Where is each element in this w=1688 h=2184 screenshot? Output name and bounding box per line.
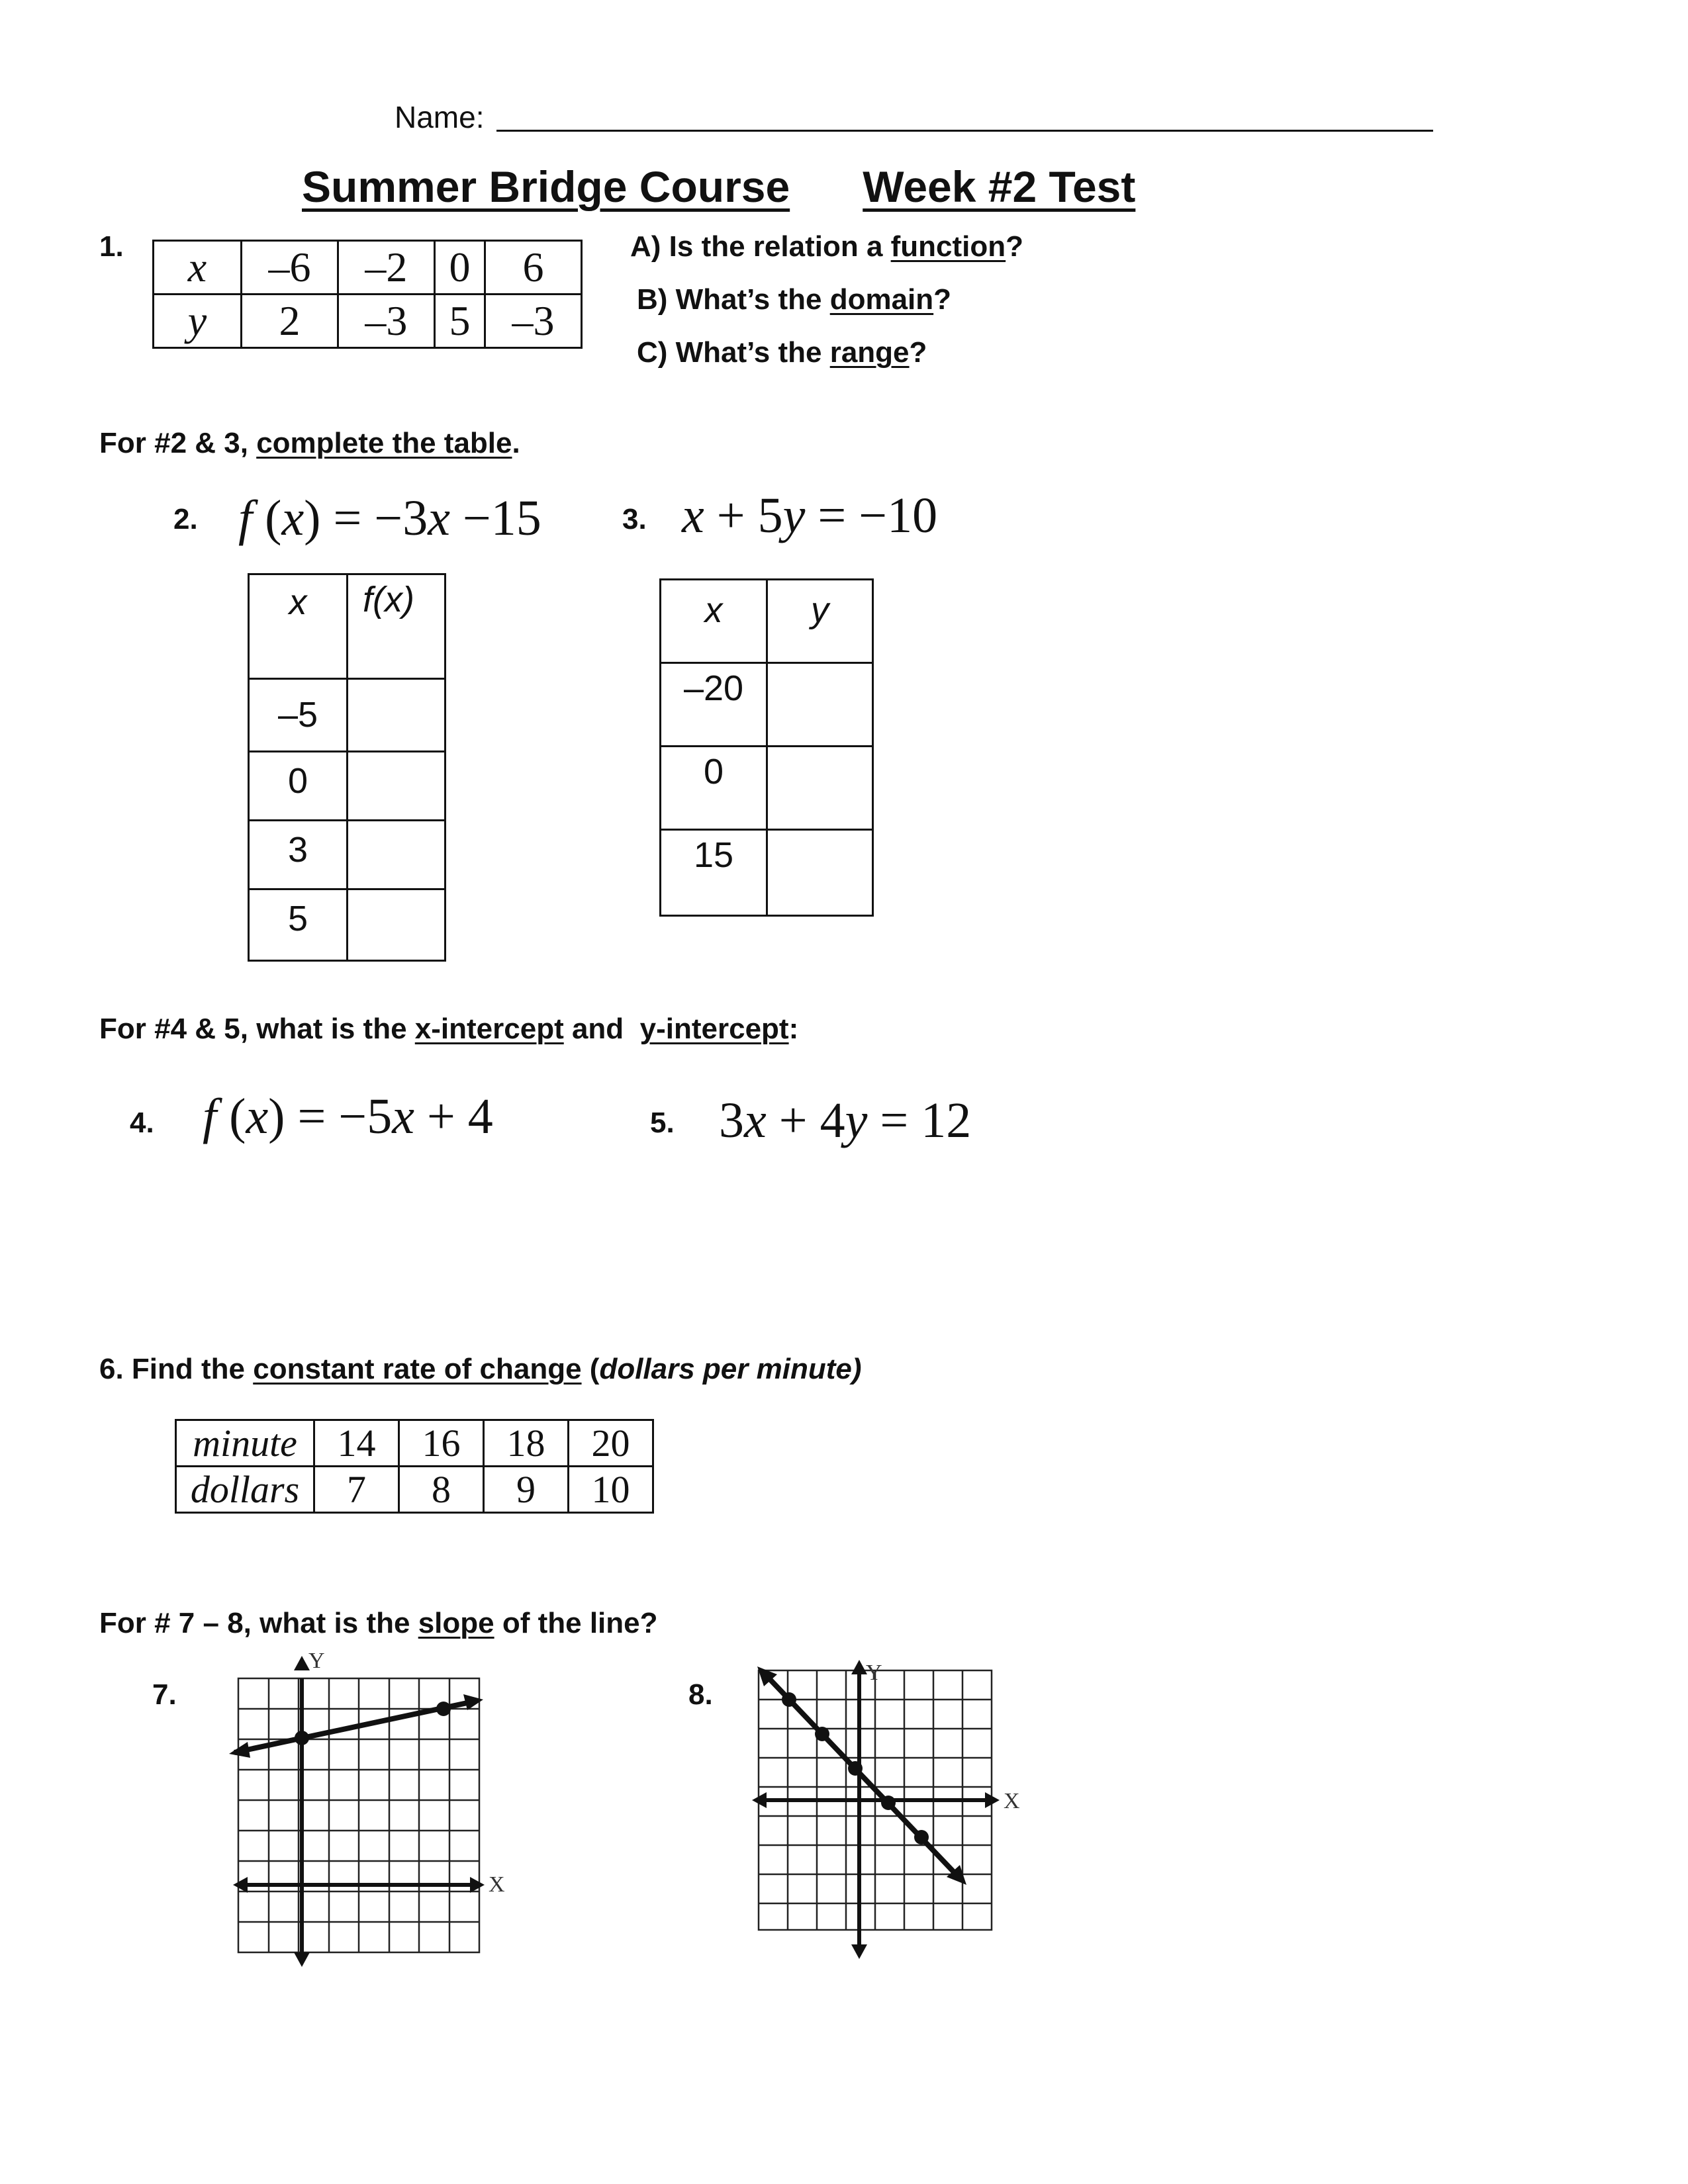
eq-text: ) = −3 [304, 490, 428, 546]
eq-var: x [246, 1089, 269, 1144]
q6-dollar-value: 7 [314, 1467, 399, 1513]
q8-point [782, 1692, 796, 1707]
q8-y-axis-arrow-up [851, 1660, 867, 1674]
eq-var: f [238, 490, 253, 546]
instructions-2-3 [99, 427, 520, 460]
q7-y-label: Y [308, 1649, 325, 1673]
title-course: Summer Bridge Course [302, 162, 790, 211]
q7-x-axis-arrow-left [233, 1877, 248, 1893]
q1-number: 1. [99, 230, 124, 263]
instr-7-8-term: slope [418, 1607, 494, 1639]
q3-x-value: 15 [661, 830, 767, 916]
q1-x-value: 0 [434, 241, 485, 295]
q1-table [152, 240, 583, 349]
q1-part-a-term: function [890, 230, 1006, 263]
instr-4-5-text: For #4 & 5, what is the [99, 1013, 415, 1045]
q6-units: dollars per minute) [599, 1353, 862, 1385]
q1-x-value: –6 [242, 241, 338, 295]
q6-text: 6. Find the [99, 1353, 254, 1385]
q7-line-arrow-right [463, 1694, 483, 1710]
instr-2-3-term: complete the table [256, 427, 512, 459]
q3-header-y: y [767, 580, 873, 663]
q1-part-b-text: B) What’s the [637, 283, 830, 316]
q3-answer-cell[interactable] [767, 830, 873, 916]
eq-var: x [428, 490, 450, 546]
q2-header-fx: f(x) [348, 574, 445, 679]
q7-x-axis-arrow-right [470, 1877, 485, 1893]
q8-point [848, 1761, 863, 1776]
eq-text: ) = −5 [268, 1089, 393, 1144]
q2-answer-cell[interactable] [348, 752, 445, 821]
eq-text: ( [252, 490, 282, 546]
instr-4-5-term-x: x-intercept [414, 1013, 564, 1045]
q6-paren: ( [581, 1353, 600, 1385]
eq-text: = 12 [867, 1093, 972, 1148]
q2-header-x: x [249, 574, 348, 679]
q3-table [659, 578, 874, 917]
q2-answer-cell[interactable] [348, 889, 445, 961]
eq-text: + 4 [766, 1093, 845, 1148]
q8-point [881, 1796, 896, 1810]
q2-answer-cell[interactable] [348, 821, 445, 889]
q7-point [436, 1702, 451, 1716]
q6-minute-value: 14 [314, 1420, 399, 1467]
q1-row-label-y: y [154, 295, 242, 348]
q6-dollar-value: 9 [484, 1467, 569, 1513]
q1-part-a-suffix: ? [1006, 230, 1024, 263]
q3-answer-cell[interactable] [767, 747, 873, 830]
q1-x-value: 6 [485, 241, 582, 295]
q2-x-value: 5 [249, 889, 348, 961]
q1-part-a [630, 230, 1023, 263]
instr-2-3-suffix: . [512, 427, 520, 459]
eq-var: x [744, 1093, 767, 1148]
q7-x-label: X [489, 1872, 505, 1897]
instr-7-8-suffix: of the line? [494, 1607, 658, 1639]
q6-table [175, 1419, 654, 1514]
q3-number: 3. [622, 503, 647, 535]
q7-line-arrow-left [229, 1742, 250, 1758]
eq-text: + 4 [414, 1089, 493, 1144]
q3-header-x: x [661, 580, 767, 663]
eq-var: x [281, 490, 305, 546]
eq-text: + 5 [704, 488, 783, 543]
q2-answer-cell[interactable] [348, 679, 445, 752]
q1-x-value: –2 [338, 241, 434, 295]
instr-4-5-middle: and [563, 1013, 640, 1045]
q6-prompt [99, 1353, 862, 1386]
q1-part-c-term: range [829, 336, 910, 369]
q6-row-label-dollars: dollars [176, 1467, 314, 1513]
q1-y-value: –3 [485, 295, 582, 348]
q2-x-value: –5 [249, 679, 348, 752]
q5-number: 5. [650, 1107, 675, 1139]
instr-4-5-suffix: : [788, 1013, 799, 1045]
q3-answer-cell[interactable] [767, 663, 873, 747]
eq-text: −15 [449, 490, 541, 546]
q1-y-value: 5 [434, 295, 485, 348]
q1-part-c-text: C) What’s the [637, 336, 830, 369]
eq-text: 3 [719, 1093, 744, 1148]
q7-number: 7. [152, 1678, 177, 1711]
q6-minute-value: 18 [484, 1420, 569, 1467]
instr-4-5-term-y: y-intercept [639, 1013, 789, 1045]
q4-number: 4. [130, 1107, 154, 1139]
q1-part-a-text: A) Is the relation a [630, 230, 891, 263]
eq-text: = −10 [805, 488, 938, 543]
q6-minute-value: 20 [569, 1420, 653, 1467]
name-label: Name: [395, 100, 485, 134]
q3-x-value: 0 [661, 747, 767, 830]
q2-table [248, 573, 446, 962]
q7-y-axis-arrow-down [294, 1952, 310, 1967]
eq-text: ( [216, 1089, 246, 1144]
instructions-7-8 [99, 1607, 658, 1640]
q8-line [765, 1674, 959, 1877]
q8-point [815, 1727, 829, 1741]
eq-var: x [392, 1089, 414, 1144]
q3-equation [682, 487, 937, 545]
q7-grid [238, 1678, 479, 1952]
q1-y-value: –3 [338, 295, 434, 348]
eq-var: x [682, 488, 704, 543]
q4-equation [203, 1088, 493, 1146]
q6-row-label-minute: minute [176, 1420, 314, 1467]
q2-x-value: 3 [249, 821, 348, 889]
q6-term: constant rate of change [253, 1353, 582, 1385]
q8-y-axis-arrow-down [851, 1944, 867, 1959]
q8-number: 8. [688, 1678, 713, 1711]
q2-number: 2. [173, 503, 198, 535]
q8-y-label: Y [866, 1661, 882, 1685]
eq-var: y [845, 1093, 868, 1148]
eq-var: y [782, 488, 806, 543]
q6-minute-value: 16 [399, 1420, 484, 1467]
page-title [302, 161, 1135, 212]
q1-part-c [637, 336, 927, 369]
instr-7-8-text: For # 7 – 8, what is the [99, 1607, 418, 1639]
q1-part-b [637, 283, 951, 316]
q6-dollar-value: 8 [399, 1467, 484, 1513]
eq-var: f [203, 1089, 217, 1144]
q3-x-value: –20 [661, 663, 767, 747]
q1-row-label-x: x [154, 241, 242, 295]
q2-x-value: 0 [249, 752, 348, 821]
q8-graph [748, 1655, 1033, 1972]
q2-equation [238, 490, 541, 547]
q8-x-label: X [1004, 1789, 1020, 1813]
q8-point [914, 1830, 929, 1844]
title-week: Week #2 Test [863, 162, 1136, 211]
q1-part-b-term: domain [829, 283, 934, 316]
q1-part-b-suffix: ? [933, 283, 952, 316]
q1-y-value: 2 [242, 295, 338, 348]
name-field-line[interactable] [496, 130, 1433, 132]
q5-equation [719, 1092, 971, 1150]
instructions-4-5 [99, 1013, 798, 1046]
q7-point [295, 1731, 309, 1745]
instr-2-3-text: For #2 & 3, [99, 427, 257, 459]
q1-part-c-suffix: ? [909, 336, 927, 369]
q6-dollar-value: 10 [569, 1467, 653, 1513]
q7-graph [225, 1648, 516, 1979]
q7-y-axis-arrow-up [294, 1656, 310, 1670]
